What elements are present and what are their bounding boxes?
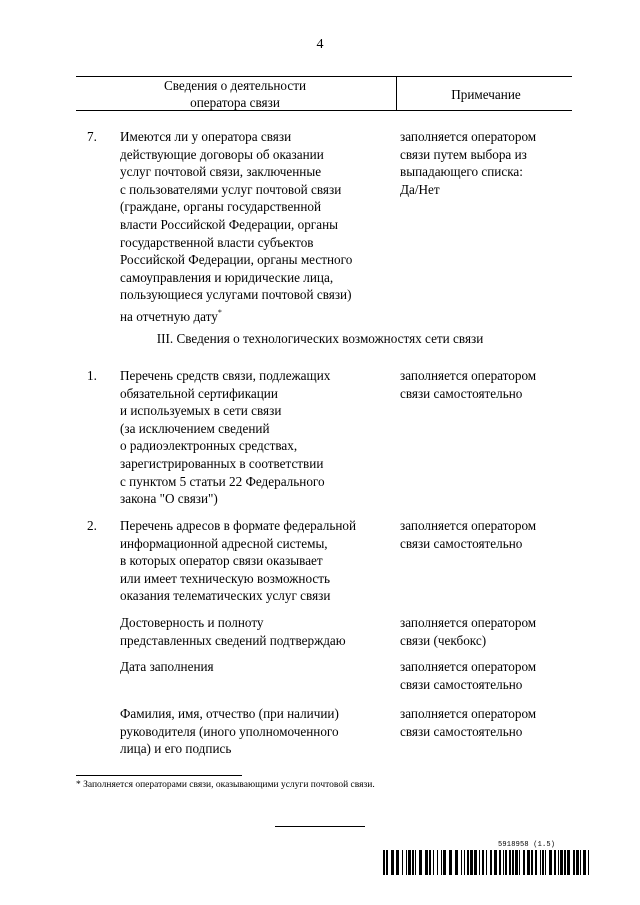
- text-line-content: на отчетную дату: [120, 308, 218, 324]
- barcode-bar: [406, 850, 407, 875]
- barcode-bar: [479, 850, 480, 875]
- note-line: заполняется оператором: [400, 129, 537, 144]
- barcode-bar: [576, 850, 579, 875]
- text-line: Фамилия, имя, отчество (при наличии): [120, 706, 339, 721]
- fill-date-text: [120, 658, 214, 676]
- barcode-bar: [425, 850, 428, 875]
- text-line: представленных сведений подтверждаю: [120, 632, 346, 648]
- barcode-bar: [402, 850, 403, 875]
- note-line: Да/Нет: [400, 181, 440, 197]
- table-header-divider: [396, 76, 397, 110]
- footnote: * Заполняется операторами связи, оказывающими услуги почтовой связи.: [76, 780, 375, 790]
- confirmation-note: [400, 614, 536, 649]
- text-line: услуг почтовой связи, заключенные: [120, 164, 322, 180]
- text-line: с пользователями услуг почтовой связи: [120, 181, 342, 197]
- barcode-bar: [573, 850, 575, 875]
- text-line: о радиоэлектронных средствах,: [120, 438, 298, 454]
- page-number: 4: [316, 37, 324, 52]
- bottom-separator: [275, 826, 365, 827]
- text-line: зарегистрированных в соответствии: [120, 455, 324, 471]
- header-activity-line-2: оператора связи: [190, 95, 280, 110]
- note-line: заполняется оператором: [400, 368, 537, 383]
- barcode-bar: [531, 850, 533, 875]
- fill-date-note: [400, 658, 536, 693]
- text-line: государственной власти субъектов: [120, 234, 314, 250]
- section3-row-2-note: [400, 517, 536, 552]
- confirmation-text: [120, 614, 346, 649]
- note-line: связи самостоятельно: [400, 723, 523, 739]
- text-line: Перечень средств связи, подлежащих: [120, 368, 331, 383]
- barcode-bar: [523, 850, 525, 875]
- note-line: заполняется оператором: [400, 706, 537, 721]
- text-line: (граждане, органы государственной: [120, 199, 322, 215]
- barcode-bar: [519, 850, 520, 875]
- barcode-bar: [583, 850, 586, 875]
- barcode-bar: [494, 850, 497, 875]
- barcode-bar: [437, 850, 438, 875]
- text-line: Имеются ли у оператора связи: [120, 129, 292, 144]
- text-line: информационной адресной системы,: [120, 535, 328, 551]
- text-line: [120, 304, 352, 326]
- note-line: связи (чекбокс): [400, 632, 487, 648]
- text-line: лица) и его подпись: [120, 741, 232, 757]
- text-line: самоуправления и юридические лица,: [120, 269, 334, 285]
- section-heading: III. Сведения о технологических возможностях сети связи: [156, 331, 484, 346]
- text-line: закона "О связи"): [120, 491, 218, 507]
- text-line: в которых оператор связи оказывает: [120, 553, 323, 569]
- note-line: заполняется оператором: [400, 518, 537, 533]
- note-line: заполняется оператором: [400, 659, 537, 674]
- barcode-bar: [540, 850, 541, 875]
- barcode-bar: [461, 850, 462, 875]
- barcode-bar: [512, 850, 514, 875]
- barcode-bar: [415, 850, 416, 875]
- barcode-bar: [408, 850, 411, 875]
- head-signature-text: [120, 705, 339, 758]
- text-line: действующие договоры об оказании: [120, 146, 324, 162]
- barcode-bar: [535, 850, 537, 875]
- barcode-bar: [419, 850, 422, 875]
- text-line: Достоверность и полноту: [120, 615, 264, 630]
- note-line: заполняется оператором: [400, 615, 537, 630]
- note-line: связи путем выбора из: [400, 146, 527, 162]
- barcode-bar: [383, 850, 385, 875]
- barcode-bar: [443, 850, 446, 875]
- barcode-bar: [486, 850, 487, 875]
- barcode-bar: [505, 850, 507, 875]
- text-line: Дата заполнения: [120, 659, 214, 674]
- barcode-bar: [503, 850, 504, 875]
- barcode-bar: [567, 850, 570, 875]
- barcode-bar: [449, 850, 452, 875]
- barcode-bar: [455, 850, 458, 875]
- text-line: оказания телематических услуг связи: [120, 588, 331, 604]
- header-note: Примечание: [451, 87, 521, 102]
- text-line: Перечень адресов в формате федеральной: [120, 518, 357, 533]
- text-line: руководителя (иного уполномоченного: [120, 723, 339, 739]
- barcode-bar: [549, 850, 552, 875]
- row-7-text: [120, 128, 352, 326]
- text-line: или имеет техническую возможность: [120, 570, 331, 586]
- barcode-bar: [560, 850, 563, 875]
- row-number: 1.: [87, 368, 97, 383]
- barcode-bar: [464, 850, 465, 875]
- footnote-mark: *: [217, 307, 222, 317]
- note-line: выпадающего списка:: [400, 164, 523, 180]
- row-7-note: [400, 128, 536, 198]
- section3-row-1-note: [400, 367, 536, 402]
- section3-row-1-text: [120, 367, 330, 508]
- barcode-bar: [490, 850, 492, 875]
- section3-row-2-text: [120, 517, 356, 605]
- text-line: Российской Федерации, органы местного: [120, 252, 353, 268]
- barcode-bar: [467, 850, 469, 875]
- note-line: связи самостоятельно: [400, 535, 523, 551]
- barcode-bar: [554, 850, 556, 875]
- barcode-bar: [470, 850, 473, 875]
- barcode-bar: [391, 850, 394, 875]
- text-line: с пунктом 5 статьи 22 Федерального: [120, 473, 325, 489]
- barcode-bar: [482, 850, 484, 875]
- barcode-bar: [515, 850, 518, 875]
- text-line: обязательной сертификации: [120, 385, 278, 401]
- barcode-bar: [429, 850, 431, 875]
- barcode-bar: [474, 850, 477, 875]
- barcode-bar: [499, 850, 501, 875]
- text-line: и используемых в сети связи: [120, 403, 282, 419]
- barcode-bar: [386, 850, 388, 875]
- text-line: пользующиеся услугами почтовой связи): [120, 287, 352, 303]
- text-line: власти Российской Федерации, органы: [120, 216, 338, 232]
- barcode-label: 5918958 (1.5): [498, 841, 556, 849]
- barcode-bar: [580, 850, 581, 875]
- barcode-bar: [396, 850, 399, 875]
- barcode-bar: [509, 850, 511, 875]
- barcode-bar: [433, 850, 434, 875]
- barcode-bar: [542, 850, 544, 875]
- barcode-bar: [441, 850, 442, 875]
- note-line: связи самостоятельно: [400, 676, 523, 692]
- barcode-bar: [527, 850, 530, 875]
- text-line: (за исключением сведений: [120, 420, 270, 436]
- barcode-bar: [588, 850, 589, 875]
- barcode-bar: [558, 850, 559, 875]
- row-number: 7.: [87, 129, 97, 144]
- head-signature-note: [400, 705, 536, 740]
- barcode-bar: [412, 850, 414, 875]
- barcode: [383, 850, 589, 875]
- barcode-bar: [564, 850, 566, 875]
- barcode-bar: [545, 850, 546, 875]
- header-activity-line-1: Сведения о деятельности: [163, 78, 307, 93]
- note-line: связи самостоятельно: [400, 385, 523, 401]
- footnote-separator: [76, 775, 242, 776]
- row-number: 2.: [87, 518, 97, 533]
